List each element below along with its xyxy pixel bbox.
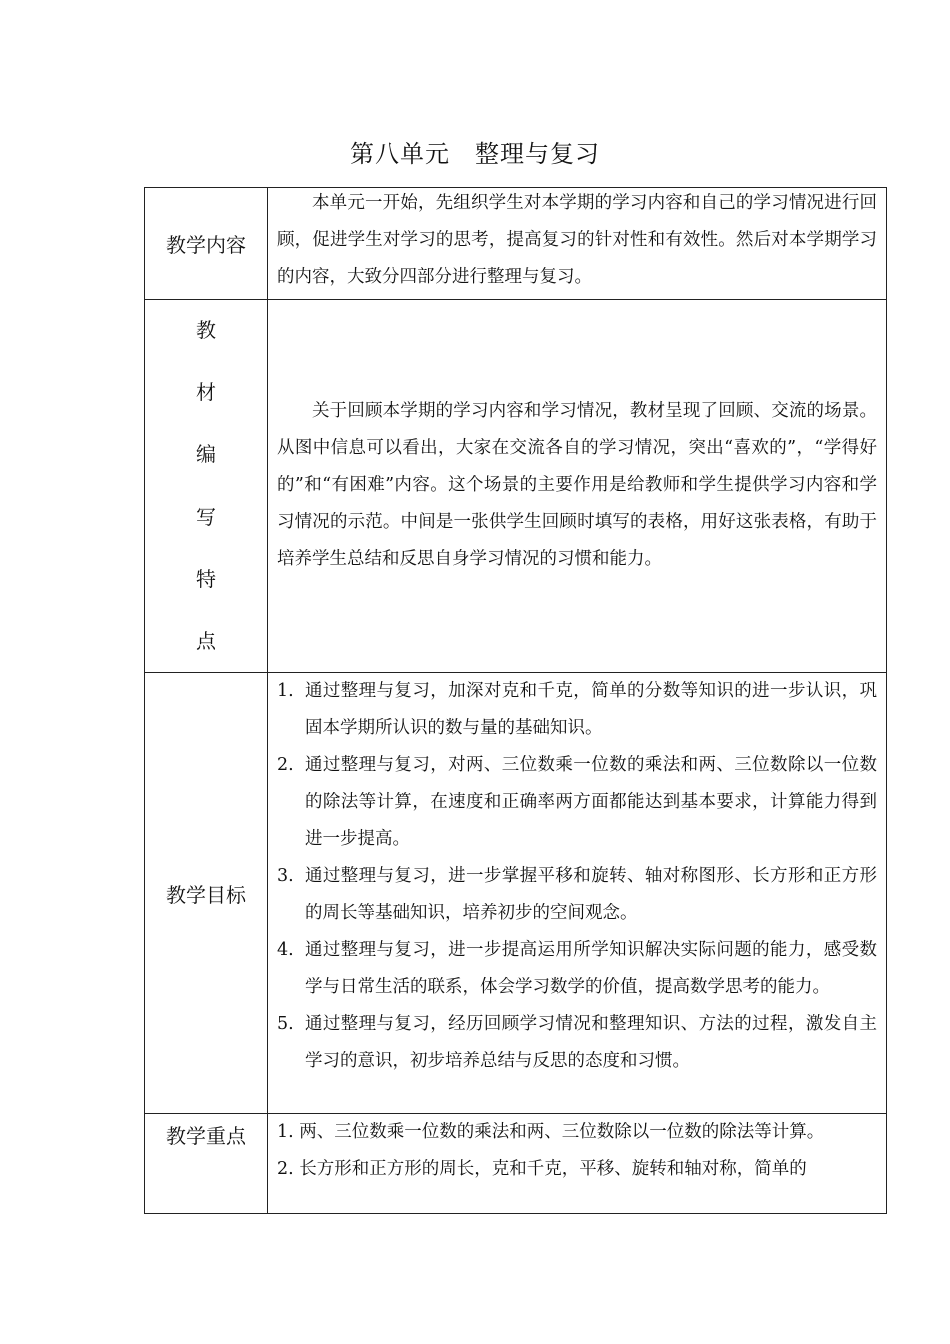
- row-teaching-focus: [145, 1114, 887, 1214]
- cell-teaching-content: [268, 188, 887, 300]
- label-char: 特: [196, 566, 216, 591]
- goals-list: [277, 673, 877, 1080]
- label-char: 点: [196, 628, 216, 653]
- cell-textbook-features: [268, 300, 887, 673]
- label-text: 教学重点: [166, 1124, 246, 1148]
- row-textbook-features: [145, 300, 887, 673]
- paragraph: 关于回顾本学期的学习内容和学习情况，教材呈现了回顾、交流的场景。从图中信息可以看出，大家在交流各自的学习情况，突出“喜欢的”，“学得好的”和“有困难”内容。这个场景的主要作用是给教师和学生提供学习内容和学习情况的示范。中间是一张供学生回顾时填写的表格，用好这张表格，有助于培养学生总结和反思自身学习情况的习惯和能力。: [277, 400, 877, 569]
- row-teaching-content: [145, 188, 887, 300]
- label-char: 教: [196, 318, 216, 342]
- label-teaching-goals: [145, 673, 268, 1114]
- list-item: 4. 通过整理与复习，进一步提高运用所学知识解决实际问题的能力，感受数学与日常生活的联系，体会学习数学的价值，提高数学思考的能力。: [277, 940, 877, 997]
- list-item: 3. 通过整理与复习，进一步掌握平移和旋转、轴对称图形、长方形和正方形的周长等基础知识，培养初步的空间观念。: [277, 866, 877, 923]
- label-teaching-content: [145, 188, 268, 300]
- label-char: 写: [196, 504, 216, 529]
- focus-list: [277, 1114, 877, 1188]
- label-char: 材: [196, 380, 216, 405]
- label-teaching-focus: [145, 1114, 268, 1214]
- row-teaching-goals: [145, 673, 887, 1114]
- vertical-label: [145, 300, 267, 672]
- label-char: 编: [196, 442, 216, 467]
- label-text: 教学目标: [166, 882, 246, 907]
- label-text: 教学内容: [166, 233, 246, 257]
- list-item: 5. 通过整理与复习，经历回顾学习情况和整理知识、方法的过程，激发自主学习的意识，初步培养总结与反思的态度和习惯。: [277, 1014, 877, 1071]
- paragraph: 本单元一开始，先组织学生对本学期的学习内容和自己的学习情况进行回顾，促进学生对学习的思考，提高复习的针对性和有效性。然后对本学期学习的内容，大致分四部分进行整理与复习。: [277, 193, 877, 287]
- list-item: 2. 通过整理与复习，对两、三位数乘一位数的乘法和两、三位数除以一位数的除法等计算，在速度和正确率两方面都能达到基本要求，计算能力得到进一步提高。: [277, 755, 877, 849]
- cell-teaching-goals: [268, 673, 887, 1114]
- page-title: 第八单元 整理与复习: [350, 140, 600, 168]
- lesson-plan-table: [144, 187, 887, 1214]
- list-item: 2. 长方形和正方形的周长，克和千克，平移、旋转和轴对称，简单的: [277, 1159, 807, 1179]
- list-item: 1. 两、三位数乘一位数的乘法和两、三位数除以一位数的除法等计算。: [277, 1122, 825, 1142]
- cell-teaching-focus: [268, 1114, 887, 1214]
- list-item: 1. 通过整理与复习，加深对克和千克，简单的分数等知识的进一步认识，巩固本学期所认识的数与量的基础知识。: [277, 681, 877, 738]
- label-textbook-features: [145, 300, 268, 673]
